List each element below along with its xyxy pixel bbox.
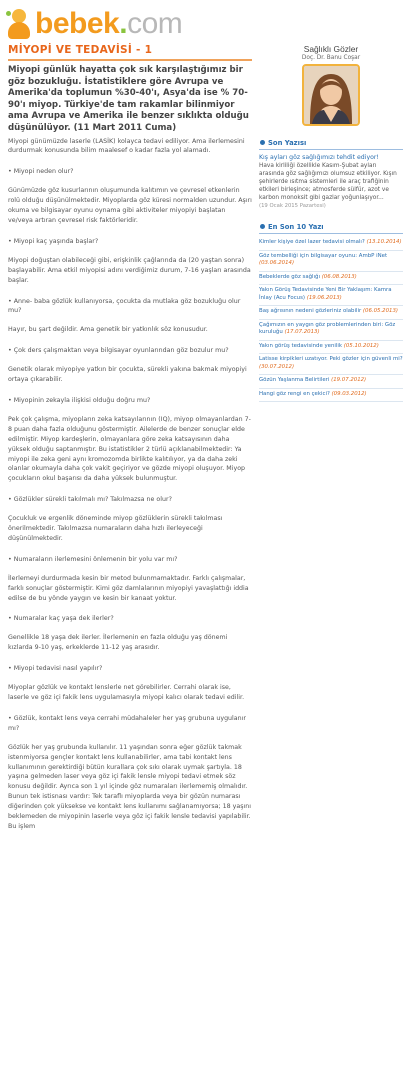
latest-post-summary: Hava kirliliği özellikle Kasım-Şubat ayları arasında göz sağlığımızı olumsuz etkiliyor. Kışın şehirlerde ısıtma sistemleri ile araç trafiğinin etkileri birleşince; atmosferde sülfür, azot ve karbon monoksit gibi gazlar yoğunlaşıyor... xyxy=(259,163,397,201)
article-question: • Numaralar kaç yaşa dek ilerler? xyxy=(8,615,114,623)
article-paragraph: Miyopi günümüzde laserle (LASİK) kolayca tedavi ediliyor. Ama ilerlemesini durdurmak konusunda bilim maalesef o kadar fazla yol alamadı. xyxy=(8,137,245,155)
recent-post-link[interactable]: Hangi göz rengi en çekici? (09.03.2012) xyxy=(259,389,403,403)
author-portrait[interactable] xyxy=(302,64,360,126)
recent-posts-list xyxy=(259,237,403,402)
article-question: • Numaraların ilerlemesini önlemenin bir yolu var mı? xyxy=(8,555,178,563)
article-paragraph: Hayır, bu şart değildir. Ama genetik bir yatkınlık söz konusudur. xyxy=(8,326,208,334)
site-logo[interactable] xyxy=(6,6,182,42)
article-question: • Miyopi kaç yaşında başlar? xyxy=(8,237,99,245)
bullet-icon xyxy=(260,140,265,145)
article-paragraph: Çocukluk ve ergenlik döneminde miyop gözlüklerin sürekli takılması önerilmektedir. Takılmazsa numaraların daha hızlı ilerleyeceği düşünülmektedir. xyxy=(8,515,223,542)
article-column xyxy=(8,44,252,843)
article-paragraph: Gözlük her yaş grubunda kullanılır. 11 yaşından sonra eğer gözlük takmak istenmiyorsa gençler kontakt lens kullanabilirler, ama tabi kontakt lens kullanımının gerektirdiği bütün kurallara çok sıkı olarak uymak şartıyla. 18 yaşına gelmeden laser veya göz içi fakik lensle miyopi tedavi etmek söz konusu değildir. Ayrıca son 1 yıl içinde göz numaraları ilerlememiş olmalıdır. Bunun tek istisnası vardır: Tek taraflı miyoplarda veya bir gözün numarası diğerinden çok yüksekse ve kontakt lens kullanımı sağlanamıyorsa; 18 yaşını beklemeden de miyopinin laserle veya göz içi fakik lensle tedavisi yapılabilir. Bu işlem xyxy=(8,743,252,830)
site-header xyxy=(0,0,407,44)
recent-post-link[interactable]: Yakın görüş tedavisinde yenilik (05.10.2012) xyxy=(259,341,403,355)
author-photo-icon xyxy=(304,66,358,124)
author-name[interactable]: Doç. Dr. Banu Coşar xyxy=(301,55,361,61)
recent-posts-heading: En Son 10 Yazı xyxy=(259,220,403,234)
sidebar xyxy=(259,44,403,402)
article-question: • Gözlükler sürekli takılmalı mı? Takılmazsa ne olur? xyxy=(8,496,172,504)
article-title: MİYOPİ VE TEDAVİSİ - 1 xyxy=(8,44,252,61)
column-title[interactable]: Sağlıklı Gözler xyxy=(303,44,359,54)
article-paragraph: Günümüzde göz kusurlarının oluşumunda kalıtımın ve çevresel etkenlerin rolü olduğu düşünülmektedir. Miyoplarda göz küresi normalden uzundur. Aşırı okuma ve bilgisayar oyunu oynama gibi aktiviteler miyopiyi başlatan ve/veya artıran çevresel risk faktörleridir. xyxy=(8,187,252,224)
latest-post-title[interactable]: Kış ayları göz sağlığımızı tehdit ediyor! xyxy=(259,154,379,161)
article-question: • Miyopi tedavisi nasıl yapılır? xyxy=(8,665,103,673)
article-paragraph: Miyoplar gözlük ve kontakt lenslerle net görebilirler. Cerrahi olarak ise, laserle ve göz içi fakik lens uygulamasıyla miyopi kalıcı olarak tedavi edilir. xyxy=(8,684,245,701)
article-question: • Miyopinin zekayla ilişkisi olduğu doğru mu? xyxy=(8,396,151,404)
baby-logo-icon xyxy=(6,9,32,39)
article-paragraph: Miyopi doğuştan olabileceği gibi, erişkinlik çağlarında da (20 yaştan sonra) başlayabilir. Ama etkil miyopisi adını verdiğimiz durum, 7-16 yaşları arasında başlar. xyxy=(8,256,251,284)
recent-post-link[interactable]: Baş ağrısının nedeni gözleriniz olabilir (06.05.2013) xyxy=(259,306,403,320)
article-lead: Miyopi günlük hayatta çok sık karşılaştığımız bir göz bozukluğu. İstatistiklere göre Avrupa ve Amerika'da toplumun %30-40'ı, Asya'da ise % 70-90'ı miyop. Türkiye'de tam rakamlar bilinmiyor ama Avrupa ve Amerika ile benzer sıklıkta olduğu düşünülüyor. (11 Mart 2011 Cuma) xyxy=(8,65,249,133)
article-paragraph: Genellikle 18 yaşa dek ilerler. İlerlemenin en fazla olduğu yaş dönemi kızlarda 9-10 yaş, erkeklerde 11-12 yaş arasıdır. xyxy=(8,634,228,652)
logo-wordmark: bebek.com xyxy=(35,7,183,40)
recent-post-link[interactable]: Bebeklerde göz sağlığı (06.08.2013) xyxy=(259,272,403,286)
latest-post-date: (19 Ocak 2015 Pazartesi) xyxy=(259,203,326,209)
recent-post-link[interactable]: Göz tembelliği için bilgisayar oyunu: AmbP iNet (03.06.2014) xyxy=(259,251,403,272)
recent-post-link[interactable]: Yakın Görüş Tedavisinde Yeni Bir Yaklaşım: Kamra İnlay (Acu Focus) (19.06.2013) xyxy=(259,285,403,306)
article-question: • Gözlük, kontakt lens veya cerrahi müdahaleler her yaş grubuna uygulanır mı? xyxy=(8,714,246,732)
article-paragraph: Genetik olarak miyopiye yatkın bir çocukta, sürekli yakına bakmak miyopiyi ortaya çıkarabilir. xyxy=(8,366,247,384)
article-question: • Çok ders çalışmaktan veya bilgisayar oyunlarından göz bozulur mu? xyxy=(8,347,229,355)
recent-post-link[interactable]: Gözün Yaşlanma Belirtileri (19.07.2012) xyxy=(259,375,403,389)
bullet-icon xyxy=(260,224,265,229)
article-question: • Anne- baba gözlük kullanıyorsa, çocukta da mutlaka göz bozukluğu olur mu? xyxy=(8,297,241,315)
article-question: • Miyopi neden olur? xyxy=(8,168,74,176)
article-paragraph: Pek çok çalışma, miyopların zeka katsayılarının (IQ), miyop olmayanlardan 7-8 puan daha fazla olduğunu göstermiştir. Ailelerde de benzer sonuçlar elde edilmiştir. Miyop kardeşlerin, olmayanlara göre zeka katsayısının daha yüksek olduğu saptanmıştır. Bu istatistikler 2 türlü açıklanabilmektedir: Ya miyopi ile zeka geni aynı kromozomda birlikte kalıtılıyor, ya da daha zeki olanlar okumayla daha çok vakit geçiriyor ve gözde miyopi oluşuyor. Miyop çocukların okul başarısı da daha yüksek bulunmuştur. xyxy=(8,415,251,483)
recent-post-link[interactable]: Latisse kirpikleri uzatıyor. Peki gözler için güvenli mi? (30.07.2012) xyxy=(259,354,403,375)
article-paragraph: İlerlemeyi durdurmada kesin bir metod bulunmamaktadır. Farklı çalışmalar, farklı sonuçlar göstermiştir. Kimi göz damlalarının miyopiyi yavaşlattığı iddia edilse de bu yönde yaygın ve kesin bir kanaat yoktur. xyxy=(8,574,249,602)
recent-post-link[interactable]: Çağımızın en yaygın göz problemlerinden biri: Göz kuruluğu (17.07.2013) xyxy=(259,320,403,341)
recent-post-link[interactable]: Kimler kişiye özel lazer tedavisi olmalı? (13.10.2014) xyxy=(259,237,403,251)
latest-post-heading: Son Yazısı xyxy=(259,136,403,150)
